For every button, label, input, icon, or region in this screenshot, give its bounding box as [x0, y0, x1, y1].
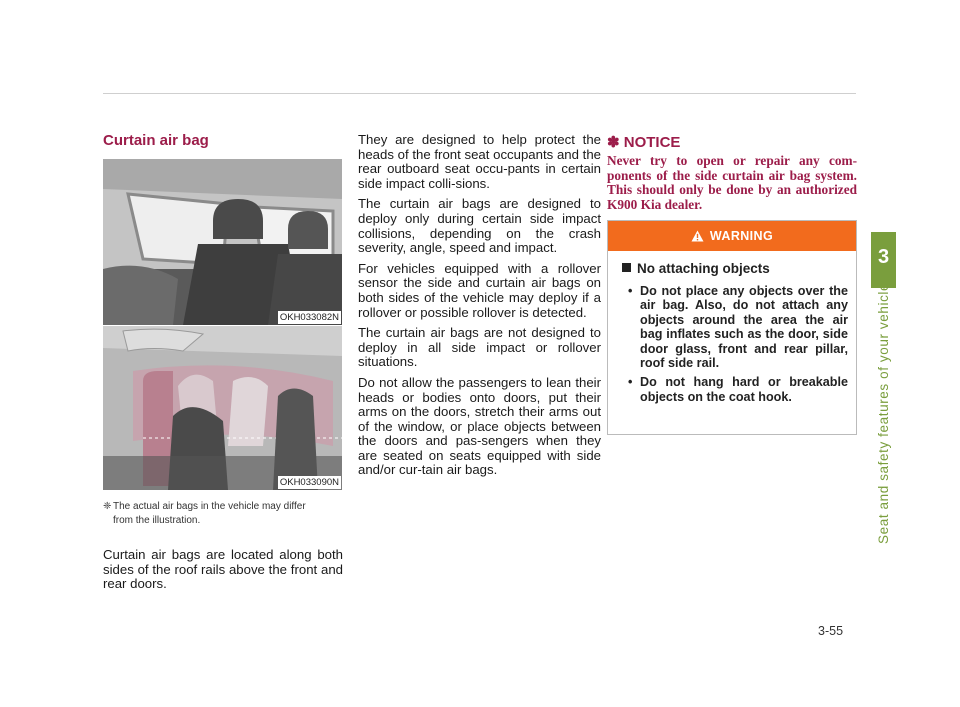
warning-heading	[622, 261, 856, 276]
warning-item	[628, 375, 848, 404]
figure-code: OKH033090N	[279, 477, 339, 488]
page-number: 3-55	[818, 624, 844, 638]
caption-line-1: The actual air bags in the vehicle may differ	[113, 501, 306, 512]
chapter-title: Seat and safety features of your vehicle	[876, 282, 891, 544]
warning-list	[608, 284, 856, 404]
square-bullet-icon	[622, 263, 631, 272]
warning-heading-text: No attaching objects	[637, 261, 770, 276]
caption-line-2: from the illustration.	[113, 515, 201, 526]
body-paragraph: The curtain air bags are not designed to deploy in all side impact or rollover situations.	[358, 325, 601, 370]
warning-item-text: Do not place any objects over the air bag. Also, do not attach any objects around the area the air bag inflates such as the door, side door glass, front and rear pillar, roof side rail.	[640, 284, 848, 371]
bullet: •	[628, 284, 633, 298]
body-paragraph: They are designed to help protect the heads of the front seat occupants and the rear outboard seat occu-pants in certain side impact colli-sions.	[358, 132, 601, 191]
body-column	[358, 133, 601, 484]
body-paragraph: For vehicles equipped with a rollover sensor the side and curtain air bags on both sides of the vehicle may deploy if a rollover or possible rollover is detected.	[358, 260, 601, 320]
figure-code: OKH033082N	[279, 312, 339, 323]
caption-symbol: ❈	[103, 501, 112, 512]
warning-header	[608, 221, 856, 251]
figure-interior-airbag	[103, 326, 342, 490]
warning-item	[628, 284, 848, 370]
intro-paragraph: Curtain air bags are located along both sides of the roof rails above the front and rear doors.	[103, 547, 343, 592]
notice-title: ✽ NOTICE	[607, 134, 681, 151]
notice-body: Never try to open or repair any com-ponents of the side curtain air bag system. This should only be done by an authorized K900 Kia dealer.	[607, 153, 857, 213]
body-paragraph: Do not allow the passengers to lean their heads or bodies onto doors, put their arms on the doors, stretch their arms out of the window, or place objects between the doors and pas-sengers when they are seated on seats equipped with side and/or cur-tain air bags.	[358, 374, 601, 478]
top-divider	[103, 93, 856, 94]
warning-triangle-icon	[691, 230, 704, 242]
airbag-illustration	[103, 326, 342, 490]
warning-item-text: Do not hang hard or breakable objects on the coat hook.	[640, 375, 848, 404]
bullet: •	[628, 375, 633, 390]
figure-interior-before	[103, 159, 342, 325]
chapter-tab	[871, 232, 896, 288]
warning-label: WARNING	[709, 229, 774, 243]
interior-illustration	[103, 159, 342, 325]
body-paragraph: The curtain air bags are designed to deploy only during certain side impact collisions, depending on the crash severity, angle, speed and impact.	[358, 196, 601, 256]
warning-box	[607, 220, 857, 435]
section-title: Curtain air bag	[103, 132, 209, 149]
figure-caption	[103, 500, 343, 528]
chapter-number: 3	[877, 246, 890, 268]
